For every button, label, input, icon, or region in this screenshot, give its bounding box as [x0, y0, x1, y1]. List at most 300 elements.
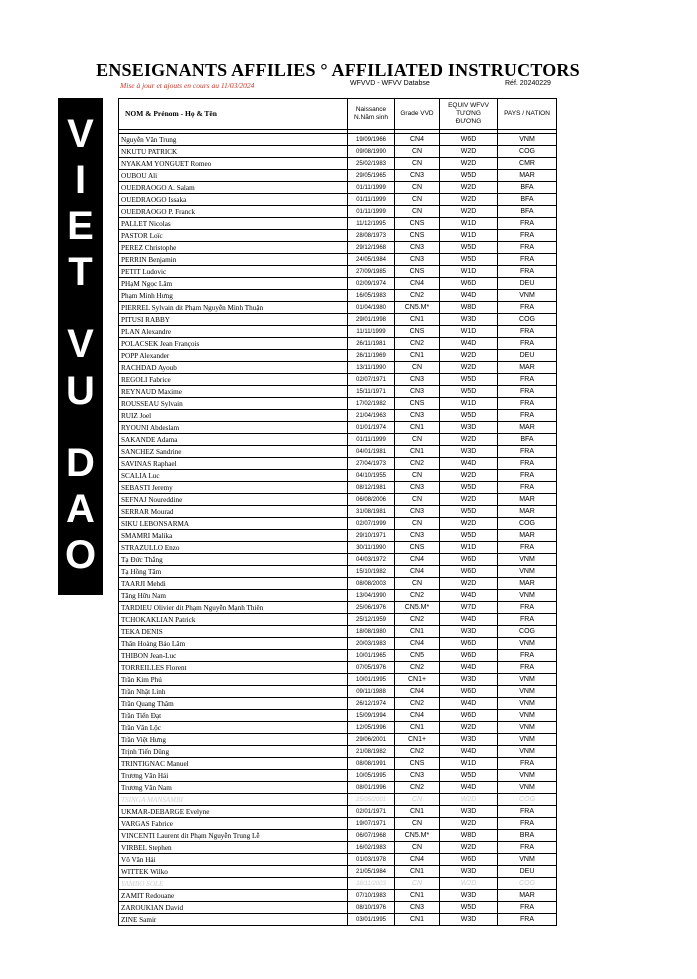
banner-letter: T [68, 250, 93, 295]
cell-name: PIERREL Sylvain dit Phạm Nguyễn Minh Thuận [119, 302, 348, 314]
cell-grade: CN3 [395, 482, 440, 494]
cell-birth: 31/08/1981 [348, 506, 395, 518]
cell-grade: CN4 [395, 710, 440, 722]
cell-birth: 29/01/1998 [348, 314, 395, 326]
cell-name: Trần Tiến Đạt [119, 710, 348, 722]
cell-equiv: W2D [440, 182, 498, 194]
cell-grade: CN [395, 578, 440, 590]
cell-country: FRA [498, 902, 557, 914]
cell-grade: CN5.M* [395, 830, 440, 842]
cell-name: SEBASTI Jeremy [119, 482, 348, 494]
cell-country: MAR [498, 890, 557, 902]
table-row [119, 806, 557, 818]
cell-birth: 11/11/1999 [348, 326, 395, 338]
cell-equiv: W6D [440, 278, 498, 290]
cell-grade: CN3 [395, 902, 440, 914]
cell-grade: CN2 [395, 290, 440, 302]
instructors-table [118, 98, 557, 926]
table-row [119, 830, 557, 842]
cell-name: Thân Hoàng Bảo Lâm [119, 638, 348, 650]
table-row [119, 266, 557, 278]
table-row [119, 878, 557, 890]
database-label: WFVVD - WFVV Databse [350, 80, 430, 87]
cell-birth: 26/11/1969 [348, 350, 395, 362]
cell-equiv: W4D [440, 782, 498, 794]
cell-country: FRA [498, 614, 557, 626]
table-row [119, 470, 557, 482]
cell-country: BFA [498, 206, 557, 218]
cell-grade: CN [395, 878, 440, 890]
cell-name: PITUSI RABBY [119, 314, 348, 326]
table-row [119, 206, 557, 218]
table-row [119, 446, 557, 458]
cell-birth: 13/11/1990 [348, 362, 395, 374]
cell-equiv: W2D [440, 434, 498, 446]
cell-birth: 07/05/1976 [348, 662, 395, 674]
cell-name: TRINTIGNAC Manuel [119, 758, 348, 770]
cell-name: OUEDRAOGO A. Salam [119, 182, 348, 194]
cell-birth: 25/06/1976 [348, 602, 395, 614]
cell-name: ZAROUKIAN David [119, 902, 348, 914]
table-row [119, 170, 557, 182]
cell-birth: 08/12/1981 [348, 482, 395, 494]
cell-name: REYNAUD Maxime [119, 386, 348, 398]
cell-birth: 13/04/1990 [348, 590, 395, 602]
cell-grade: CN4 [395, 638, 440, 650]
cell-name: NKUTU PATRICK [119, 146, 348, 158]
cell-grade: CN2 [395, 590, 440, 602]
table-row [119, 662, 557, 674]
cell-grade: CN1 [395, 890, 440, 902]
cell-equiv: W3D [440, 626, 498, 638]
cell-grade: CNS [395, 218, 440, 230]
cell-grade: CN [395, 362, 440, 374]
table-row [119, 758, 557, 770]
cell-equiv: W6D [440, 134, 498, 146]
cell-country: COG [498, 794, 557, 806]
banner-letter: D [66, 440, 95, 485]
cell-birth: 04/10/1955 [348, 470, 395, 482]
cell-country: FRA [498, 254, 557, 266]
table-row [119, 254, 557, 266]
cell-grade: CN [395, 194, 440, 206]
cell-name: THIBON Jean-Luc [119, 650, 348, 662]
cell-birth: 08/10/1976 [348, 902, 395, 914]
cell-birth: 03/01/1995 [348, 914, 395, 926]
table-row [119, 866, 557, 878]
table-row [119, 914, 557, 926]
cell-name: TSINGA MANSAMBI [119, 794, 348, 806]
cell-grade: CN1 [395, 626, 440, 638]
cell-equiv: W3D [440, 866, 498, 878]
cell-country: COG [498, 878, 557, 890]
cell-birth: 18/08/1980 [348, 626, 395, 638]
cell-equiv: W2D [440, 794, 498, 806]
cell-grade: CN [395, 206, 440, 218]
cell-birth: 17/02/1982 [348, 398, 395, 410]
cell-country: VNM [498, 734, 557, 746]
table-row [119, 314, 557, 326]
cell-equiv: W4D [440, 746, 498, 758]
cell-grade: CN1 [395, 350, 440, 362]
cell-birth: 01/03/1978 [348, 854, 395, 866]
cell-country: FRA [498, 458, 557, 470]
cell-grade: CN3 [395, 254, 440, 266]
cell-birth: 19/09/1966 [348, 134, 395, 146]
banner-letter: V [67, 322, 94, 367]
cell-country: VNM [498, 782, 557, 794]
table-row [119, 494, 557, 506]
table-row [119, 842, 557, 854]
column-header-name: NOM & Prénom - Họ & Tên [119, 99, 348, 130]
cell-equiv: W2D [440, 194, 498, 206]
cell-country: DEU [498, 866, 557, 878]
cell-birth: 02/07/1999 [348, 518, 395, 530]
cell-birth: 15/09/1994 [348, 710, 395, 722]
cell-name: Trần Kim Phú [119, 674, 348, 686]
cell-birth: 04/01/1981 [348, 446, 395, 458]
cell-birth: 10/05/1995 [348, 770, 395, 782]
cell-name: Nguyễn Văn Trung [119, 134, 348, 146]
cell-name: SCALIA Luc [119, 470, 348, 482]
cell-country: VNM [498, 134, 557, 146]
cell-equiv: W1D [440, 230, 498, 242]
cell-country: FRA [498, 482, 557, 494]
cell-equiv: W1D [440, 398, 498, 410]
table-row [119, 434, 557, 446]
cell-birth: 09/08/1990 [348, 146, 395, 158]
cell-country: MAR [498, 530, 557, 542]
cell-birth: 21/05/1984 [348, 866, 395, 878]
cell-country: FRA [498, 470, 557, 482]
cell-country: VNM [498, 290, 557, 302]
cell-birth: 11/12/1995 [348, 218, 395, 230]
viet-vu-dao-banner [58, 98, 103, 595]
cell-equiv: W6D [440, 686, 498, 698]
table-row [119, 482, 557, 494]
reference-label: Réf. 20240229 [505, 80, 551, 87]
cell-equiv: W5D [440, 530, 498, 542]
cell-name: ROUSSEAU Sylvain [119, 398, 348, 410]
cell-name: SAKANDE Adama [119, 434, 348, 446]
cell-grade: CN4 [395, 854, 440, 866]
cell-birth: 16/02/1983 [348, 842, 395, 854]
cell-birth: 01/11/1999 [348, 182, 395, 194]
cell-country: FRA [498, 806, 557, 818]
cell-grade: CN [395, 494, 440, 506]
banner-letter: V [67, 112, 94, 156]
cell-birth: 10/01/1995 [348, 674, 395, 686]
cell-grade: CN [395, 842, 440, 854]
cell-birth: 15/10/1982 [348, 566, 395, 578]
table-row [119, 686, 557, 698]
cell-name: TARDIEU Olivier dit Phạm Nguyễn Mạnh Thiên [119, 602, 348, 614]
cell-equiv: W6D [440, 638, 498, 650]
cell-grade: CN3 [395, 170, 440, 182]
cell-name: TAARJI Mehdi [119, 578, 348, 590]
cell-name: Trần Quang Thâm [119, 698, 348, 710]
cell-equiv: W2D [440, 494, 498, 506]
cell-name: SAVINAS Raphael [119, 458, 348, 470]
cell-birth: 12/05/1996 [348, 722, 395, 734]
cell-country: FRA [498, 302, 557, 314]
cell-birth: 15/11/1971 [348, 386, 395, 398]
table-row [119, 278, 557, 290]
table-body [119, 130, 557, 926]
table-row [119, 290, 557, 302]
cell-country: FRA [498, 914, 557, 926]
cell-equiv: W2D [440, 470, 498, 482]
cell-grade: CN2 [395, 662, 440, 674]
cell-country: BFA [498, 182, 557, 194]
cell-grade: CN3 [395, 242, 440, 254]
cell-country: VNM [498, 722, 557, 734]
table-row [119, 614, 557, 626]
cell-birth: 29/06/2001 [348, 734, 395, 746]
cell-birth: 01/11/1999 [348, 194, 395, 206]
cell-equiv: W6D [440, 710, 498, 722]
cell-equiv: W6D [440, 650, 498, 662]
cell-grade: CNS [395, 326, 440, 338]
cell-country: VNM [498, 746, 557, 758]
cell-grade: CN2 [395, 698, 440, 710]
cell-country: FRA [498, 758, 557, 770]
cell-equiv: W4D [440, 338, 498, 350]
cell-name: SEFNAJ Noureddine [119, 494, 348, 506]
table-row [119, 146, 557, 158]
cell-birth: 20/03/1983 [348, 638, 395, 650]
cell-name: SANCHEZ Sandrine [119, 446, 348, 458]
cell-grade: CN5.M* [395, 602, 440, 614]
cell-birth: 08/08/2003 [348, 578, 395, 590]
cell-birth: 29/12/1968 [348, 242, 395, 254]
cell-country: COG [498, 146, 557, 158]
cell-equiv: W5D [440, 410, 498, 422]
cell-birth: 08/08/1991 [348, 758, 395, 770]
table-row [119, 770, 557, 782]
cell-equiv: W4D [440, 458, 498, 470]
cell-name: WITTEK Wilko [119, 866, 348, 878]
table-row [119, 554, 557, 566]
cell-name: POPP Alexander [119, 350, 348, 362]
cell-grade: CN4 [395, 278, 440, 290]
cell-country: VNM [498, 638, 557, 650]
cell-grade: CN3 [395, 530, 440, 542]
cell-birth: 08/01/1996 [348, 782, 395, 794]
cell-birth: 26/12/1974 [348, 698, 395, 710]
cell-country: FRA [498, 374, 557, 386]
table-row [119, 734, 557, 746]
cell-equiv: W3D [440, 422, 498, 434]
cell-name: NYAKAM YONGUET Romeo [119, 158, 348, 170]
cell-name: RYOUNI Abdeslam [119, 422, 348, 434]
cell-country: COG [498, 314, 557, 326]
cell-birth: 01/01/1974 [348, 422, 395, 434]
cell-grade: CN [395, 818, 440, 830]
cell-birth: 25/12/1959 [348, 614, 395, 626]
cell-equiv: W3D [440, 890, 498, 902]
cell-grade: CNS [395, 230, 440, 242]
table-row [119, 350, 557, 362]
table-row [119, 518, 557, 530]
cell-name: PEREZ Christophe [119, 242, 348, 254]
cell-country: MAR [498, 494, 557, 506]
cell-grade: CN4 [395, 554, 440, 566]
table-row [119, 530, 557, 542]
cell-birth: 10/01/1965 [348, 650, 395, 662]
table-row [119, 818, 557, 830]
table-row [119, 362, 557, 374]
cell-birth: 19/07/1971 [348, 818, 395, 830]
table-row [119, 230, 557, 242]
cell-equiv: W4D [440, 590, 498, 602]
table-row [119, 422, 557, 434]
cell-equiv: W1D [440, 758, 498, 770]
cell-country: VNM [498, 590, 557, 602]
cell-equiv: W2D [440, 842, 498, 854]
cell-birth: 04/03/1972 [348, 554, 395, 566]
cell-grade: CN [395, 794, 440, 806]
cell-country: FRA [498, 338, 557, 350]
cell-grade: CN1 [395, 314, 440, 326]
column-header-birth: Naissance N.Năm sinh [348, 99, 395, 130]
cell-grade: CN1 [395, 422, 440, 434]
cell-name: ZAMIT Redouane [119, 890, 348, 902]
cell-equiv: W4D [440, 698, 498, 710]
cell-country: BFA [498, 194, 557, 206]
cell-grade: CN4 [395, 686, 440, 698]
table-row [119, 902, 557, 914]
table-row [119, 794, 557, 806]
cell-equiv: W7D [440, 602, 498, 614]
cell-grade: CNS [395, 266, 440, 278]
cell-name: PASTOR Loïc [119, 230, 348, 242]
cell-grade: CN [395, 182, 440, 194]
table-row [119, 218, 557, 230]
cell-country: VNM [498, 554, 557, 566]
cell-equiv: W2D [440, 818, 498, 830]
banner-letter: O [64, 532, 97, 577]
cell-name: SERRAR Mourad [119, 506, 348, 518]
table-row [119, 542, 557, 554]
cell-birth: 07/10/1983 [348, 890, 395, 902]
cell-equiv: W1D [440, 266, 498, 278]
cell-equiv: W6D [440, 554, 498, 566]
table-row [119, 590, 557, 602]
table-row [119, 182, 557, 194]
cell-grade: CN1 [395, 722, 440, 734]
table-row [119, 626, 557, 638]
cell-birth: 09/11/1988 [348, 686, 395, 698]
table-row [119, 854, 557, 866]
cell-birth: 16/05/1983 [348, 290, 395, 302]
cell-name: PALLET Nicolas [119, 218, 348, 230]
cell-equiv: W3D [440, 674, 498, 686]
cell-equiv: W1D [440, 326, 498, 338]
cell-grade: CNS [395, 758, 440, 770]
cell-country: FRA [498, 662, 557, 674]
table-row [119, 374, 557, 386]
cell-name: OUBOU Ali [119, 170, 348, 182]
table-row [119, 890, 557, 902]
table-row [119, 338, 557, 350]
cell-equiv: W5D [440, 770, 498, 782]
cell-country: BRA [498, 830, 557, 842]
cell-equiv: W2D [440, 146, 498, 158]
cell-equiv: W5D [440, 902, 498, 914]
cell-birth: 02/07/1971 [348, 374, 395, 386]
table-row [119, 698, 557, 710]
table-row [119, 386, 557, 398]
cell-equiv: W5D [440, 170, 498, 182]
table-row [119, 602, 557, 614]
cell-equiv: W3D [440, 314, 498, 326]
cell-grade: CN4 [395, 566, 440, 578]
table-row [119, 134, 557, 146]
cell-equiv: W3D [440, 914, 498, 926]
cell-name: SMAMRI Malika [119, 530, 348, 542]
cell-name: TCHOKAKLIAN Patrick [119, 614, 348, 626]
cell-name: REGOLI Fabrice [119, 374, 348, 386]
cell-birth: 06/08/2006 [348, 494, 395, 506]
banner-letter: I [74, 158, 87, 203]
cell-country: FRA [498, 218, 557, 230]
cell-birth: 01/11/1999 [348, 206, 395, 218]
cell-country: FRA [498, 602, 557, 614]
cell-country: FRA [498, 842, 557, 854]
cell-birth: 18/11/2003 [348, 878, 395, 890]
cell-name: Trần Văn Lộc [119, 722, 348, 734]
banner-letter: E [67, 204, 94, 249]
cell-birth: 29/10/1971 [348, 530, 395, 542]
table-row [119, 746, 557, 758]
cell-birth: 01/11/1999 [348, 434, 395, 446]
cell-name: Trịnh Tiến Dũng [119, 746, 348, 758]
cell-birth: 25/05/2001 [348, 794, 395, 806]
cell-grade: CN3 [395, 410, 440, 422]
cell-country: FRA [498, 242, 557, 254]
cell-name: UKMAR-DEBARGE Evelyne [119, 806, 348, 818]
cell-equiv: W1D [440, 218, 498, 230]
cell-equiv: W2D [440, 878, 498, 890]
cell-name: Trần Nhật Linh [119, 686, 348, 698]
cell-equiv: W2D [440, 350, 498, 362]
cell-name: Trương Văn Nam [119, 782, 348, 794]
cell-country: DEU [498, 350, 557, 362]
cell-name: YAMBO SOLE [119, 878, 348, 890]
cell-country: FRA [498, 386, 557, 398]
cell-country: FRA [498, 818, 557, 830]
cell-grade: CN2 [395, 614, 440, 626]
cell-birth: 27/04/1973 [348, 458, 395, 470]
cell-equiv: W2D [440, 578, 498, 590]
cell-equiv: W3D [440, 446, 498, 458]
cell-birth: 01/04/1980 [348, 302, 395, 314]
cell-birth: 30/11/1990 [348, 542, 395, 554]
cell-equiv: W5D [440, 242, 498, 254]
cell-grade: CN1+ [395, 674, 440, 686]
cell-country: FRA [498, 410, 557, 422]
cell-birth: 02/01/1971 [348, 806, 395, 818]
cell-birth: 21/04/1963 [348, 410, 395, 422]
cell-country: VNM [498, 854, 557, 866]
cell-name: TORREILLES Florent [119, 662, 348, 674]
table-row [119, 650, 557, 662]
cell-country: FRA [498, 266, 557, 278]
table-row [119, 578, 557, 590]
cell-grade: CN [395, 158, 440, 170]
cell-name: SIKU LEBONSARMA [119, 518, 348, 530]
